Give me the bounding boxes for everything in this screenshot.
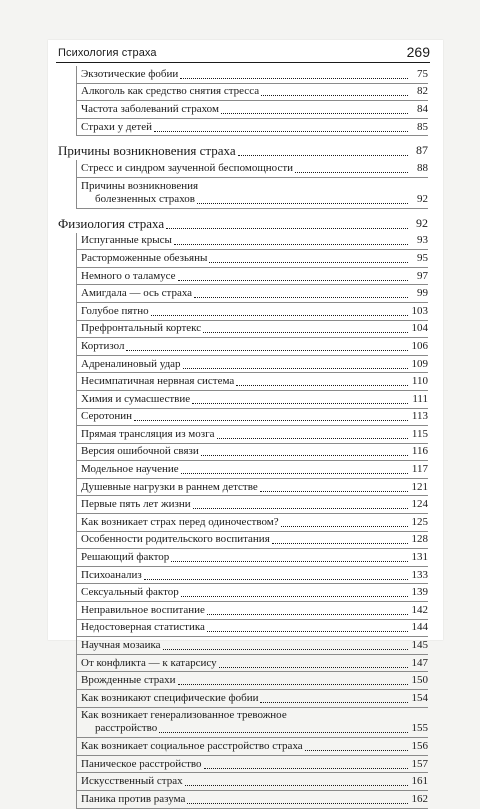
toc-entry	[77, 548, 428, 566]
toc-entry-title: Голубое пятно	[81, 304, 149, 317]
toc-entry-title: Немного о таламусе	[81, 269, 176, 282]
toc-entry-title: Решающий фактор	[81, 551, 170, 564]
toc-entry-title: Алкоголь как средство снятия стресса	[81, 85, 260, 98]
toc-entry-page: 82	[417, 85, 428, 98]
toc-entry-page: 142	[411, 603, 428, 616]
toc-subsection	[76, 66, 428, 136]
toc-entry	[77, 390, 428, 408]
dot-leader	[203, 331, 408, 333]
toc-entry	[77, 513, 428, 531]
toc-entry	[77, 160, 428, 177]
dot-leader	[207, 630, 408, 632]
dot-leader	[154, 130, 408, 132]
toc-entry	[77, 249, 428, 267]
toc-entry-title: Причины возникновения	[81, 179, 199, 192]
toc-entry-page: 156	[411, 739, 428, 752]
toc-entry	[77, 478, 428, 496]
toc-entry-page: 97	[417, 269, 428, 282]
toc-entry-page: 110	[411, 375, 428, 388]
toc-chapter-entry	[58, 212, 428, 233]
toc-entry	[77, 636, 428, 654]
toc-entry-page: 128	[411, 533, 428, 546]
toc-entry-page: 87	[416, 143, 428, 158]
toc-entry-title: Паническое расстройство	[81, 757, 202, 770]
toc-entry-title: Сексуальный фактор	[81, 586, 179, 599]
toc-entry-title: Научная мозаика	[81, 639, 161, 652]
toc-entry-page: 115	[411, 427, 428, 440]
toc-entry-page: 116	[411, 445, 428, 458]
toc-entry-page: 95	[417, 251, 428, 264]
dot-leader	[207, 613, 408, 615]
toc-entry-page: 157	[411, 757, 428, 770]
toc-entry-title-cont: болезненных страхов	[95, 192, 195, 205]
toc-entry-title: Причины возникновения страха	[58, 143, 236, 159]
toc-entry-page: 133	[411, 568, 428, 581]
dot-leader	[144, 578, 408, 580]
dot-leader	[197, 202, 408, 204]
toc-entry-title: Как возникает страх перед одиночеством?	[81, 515, 279, 528]
toc-subsection	[76, 160, 428, 208]
toc-entry-title: Врожденные страхи	[81, 674, 176, 687]
dot-leader	[201, 454, 408, 456]
toc-entry-page: 93	[417, 234, 428, 247]
toc-entry-page: 161	[411, 775, 428, 788]
dot-leader	[260, 701, 408, 703]
toc-entry	[77, 443, 428, 461]
toc-entry-title: Стресс и синдром заученной беспомощности	[81, 162, 294, 175]
dot-leader	[209, 261, 408, 263]
toc-entry-page: 145	[411, 639, 428, 652]
toc-entry-continuation	[81, 722, 428, 735]
dot-leader	[261, 94, 408, 96]
toc-entry-title: Искусственный страх	[81, 775, 183, 788]
toc-entry	[77, 267, 428, 285]
dot-leader	[134, 419, 408, 421]
toc-entry-title: Страхи у детей	[81, 120, 152, 133]
dot-leader	[221, 112, 408, 114]
toc-entry	[77, 233, 428, 250]
toc-entry-page: 85	[417, 120, 428, 133]
toc-entry-page: 103	[411, 304, 428, 317]
toc-entry	[77, 284, 428, 302]
toc-entry-page: 125	[411, 515, 428, 528]
toc-entry	[77, 100, 428, 118]
toc-entry	[77, 531, 428, 549]
toc-entry	[77, 408, 428, 426]
page-header	[56, 44, 430, 64]
toc-chapter-entry	[58, 139, 428, 160]
toc-entry-title: Префронтальный кортекс	[81, 322, 202, 335]
toc-entry-title: Химия и сумасшествие	[81, 392, 191, 405]
header-rule	[56, 62, 430, 63]
dot-leader	[178, 683, 408, 685]
toc-entry-title: Первые пять лет жизни	[81, 498, 191, 511]
dot-leader	[185, 784, 408, 786]
running-title: Психология страха	[58, 47, 157, 59]
toc-entry	[77, 619, 428, 637]
toc-entry-page: 154	[411, 691, 428, 704]
dot-leader	[151, 314, 408, 316]
toc-entry-page: 92	[416, 215, 428, 230]
toc-entry-title: Амигдала — ось страха	[81, 287, 193, 300]
dot-leader	[219, 666, 408, 668]
toc-entry	[77, 320, 428, 338]
table-of-contents	[58, 66, 428, 809]
toc-entry-page: 113	[411, 410, 428, 423]
toc-entry-title: Особенности родительского воспитания	[81, 533, 270, 546]
toc-entry	[77, 355, 428, 373]
toc-entry-title: Паника против разума	[81, 792, 186, 805]
toc-entry	[77, 66, 428, 83]
toc-entry-title: От конфликта — к катарсису	[81, 656, 217, 669]
dot-leader	[295, 171, 408, 173]
toc-entry-page: 117	[411, 463, 428, 476]
toc-entry	[77, 772, 428, 790]
toc-entry-page: 131	[411, 551, 428, 564]
dot-leader	[272, 542, 408, 544]
toc-entry-title: Частота заболеваний страхом	[81, 102, 219, 115]
toc-entry-title: Прямая трансляция из мозга	[81, 427, 215, 440]
dot-leader	[178, 279, 408, 281]
toc-entry-title: Расторможенные обезьяны	[81, 251, 208, 264]
dot-leader	[180, 77, 408, 79]
toc-entry	[77, 118, 428, 136]
toc-entry-page: 75	[417, 67, 428, 80]
toc-entry	[77, 425, 428, 443]
toc-entry	[77, 755, 428, 773]
toc-entry-page: 92	[417, 192, 428, 205]
dot-leader	[192, 402, 408, 404]
dot-leader	[281, 525, 408, 527]
toc-entry	[77, 337, 428, 355]
dot-leader	[204, 767, 408, 769]
dot-leader	[217, 437, 409, 439]
toc-entry-title-cont: расстройство	[95, 722, 158, 735]
toc-entry-page: 162	[411, 792, 428, 805]
toc-entry	[77, 460, 428, 478]
dot-leader	[193, 507, 408, 509]
toc-entry-title: Недостоверная статистика	[81, 621, 205, 634]
toc-entry-title: Психоанализ	[81, 568, 142, 581]
toc-entry	[77, 83, 428, 101]
toc-entry-page: 109	[411, 357, 428, 370]
dot-leader	[171, 560, 408, 562]
toc-entry-title: Физиология страха	[58, 215, 165, 231]
dot-leader	[194, 296, 408, 298]
toc-entry-title: Серотонин	[81, 410, 133, 423]
toc-entry-title: Версия ошибочной связи	[81, 445, 199, 458]
toc-entry-page: 155	[411, 722, 428, 735]
toc-entry-title: Как возникают специфические фобии	[81, 691, 259, 704]
toc-subsection	[76, 233, 428, 809]
dot-leader	[159, 731, 408, 733]
toc-entry	[77, 372, 428, 390]
toc-entry	[77, 177, 428, 208]
dot-leader	[181, 472, 408, 474]
toc-entry	[77, 790, 428, 808]
toc-entry	[77, 707, 428, 738]
toc-entry-page: 104	[411, 322, 428, 335]
toc-entry	[77, 495, 428, 513]
toc-entry	[77, 671, 428, 689]
dot-leader	[260, 490, 408, 492]
toc-entry-page: 99	[417, 287, 428, 300]
dot-leader	[126, 349, 408, 351]
toc-entry-page: 121	[411, 480, 428, 493]
toc-entry-title: Неправильное воспитание	[81, 603, 205, 616]
dot-leader	[166, 227, 408, 229]
toc-entry-title: Душевные нагрузки в раннем детстве	[81, 480, 258, 493]
toc-entry	[77, 654, 428, 672]
toc-entry-page: 124	[411, 498, 428, 511]
toc-entry-title: Экзотические фобии	[81, 67, 179, 80]
toc-entry	[77, 737, 428, 755]
toc-entry	[77, 689, 428, 707]
toc-entry-page: 111	[412, 392, 428, 405]
toc-entry-page: 150	[411, 674, 428, 687]
toc-entry-title: Испуганные крысы	[81, 234, 172, 247]
page-number: 269	[406, 44, 430, 60]
toc-entry	[77, 601, 428, 619]
dot-leader	[238, 154, 408, 156]
dot-leader	[236, 384, 408, 386]
toc-entry-page: 144	[411, 621, 428, 634]
dot-leader	[305, 749, 408, 751]
dot-leader	[187, 802, 408, 804]
toc-entry-page: 84	[417, 102, 428, 115]
toc-entry-title: Как возникает генерализованное тревожное	[81, 709, 287, 722]
toc-entry-page: 139	[411, 586, 428, 599]
toc-entry-title: Модельное научение	[81, 463, 179, 476]
toc-entry-page: 106	[411, 339, 428, 352]
toc-entry	[77, 302, 428, 320]
toc-entry-title: Кортизол	[81, 339, 125, 352]
toc-entry-title: Несимпатичная нервная система	[81, 375, 235, 388]
toc-entry-continuation	[81, 193, 428, 206]
toc-entry	[77, 566, 428, 584]
dot-leader	[174, 243, 408, 245]
dot-leader	[183, 367, 408, 369]
toc-entry-page: 147	[411, 656, 428, 669]
toc-entry	[77, 583, 428, 601]
toc-entry-title: Адреналиновый удар	[81, 357, 181, 370]
dot-leader	[181, 595, 408, 597]
toc-entry-page: 88	[417, 162, 428, 175]
toc-entry-title: Как возникает социальное расстройство страха	[81, 739, 303, 752]
